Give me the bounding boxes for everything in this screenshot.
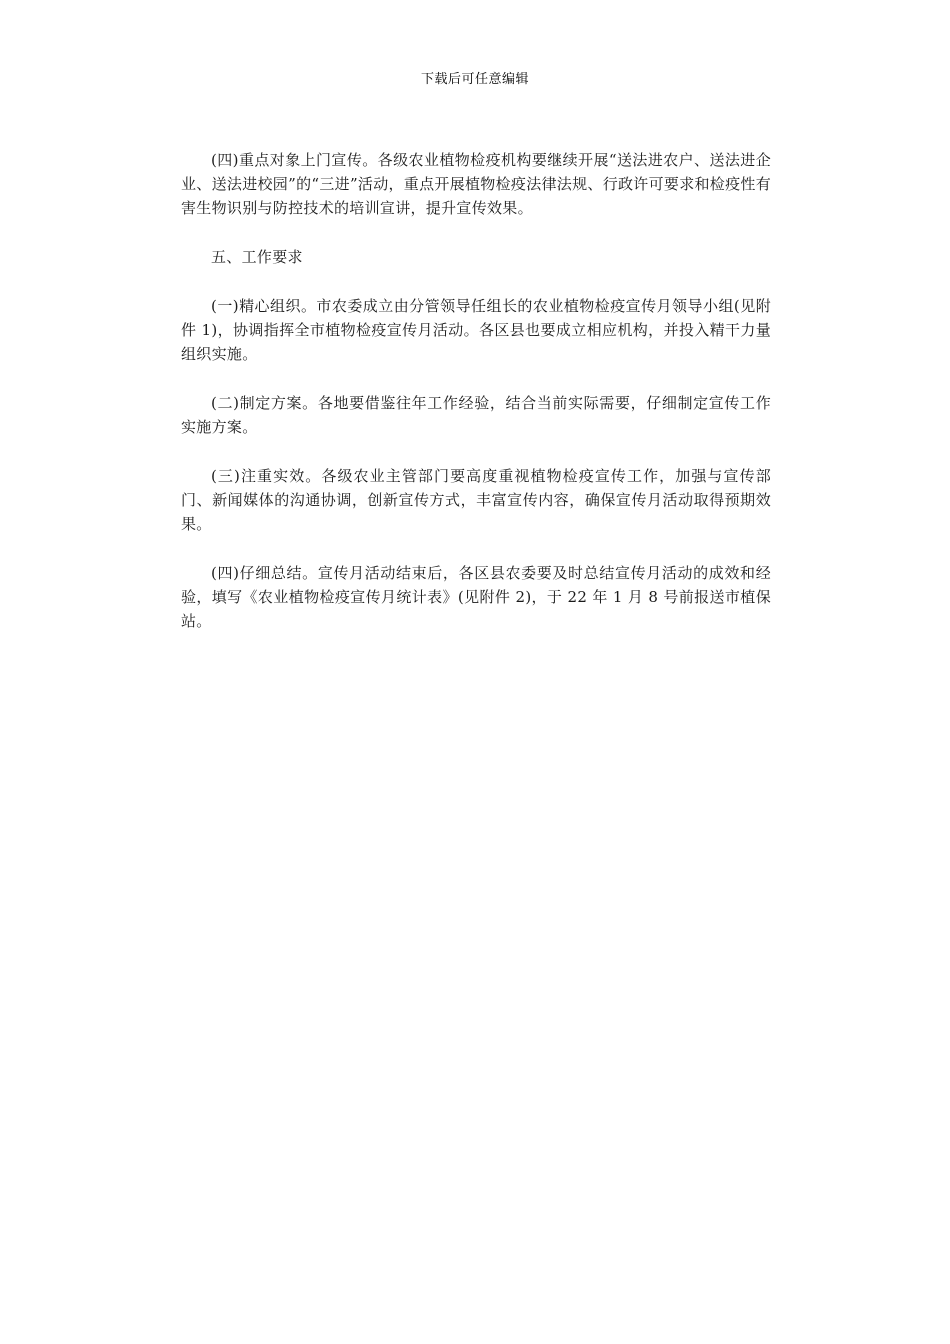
paragraph-summary: (四)仔细总结。宣传月活动结束后，各区县农委要及时总结宣传月活动的成效和经验，填写《农业植物检疫宣传月统计表》(见附件 2)，于 22 年 1 月 8 号前报送市植保站。 [181, 564, 771, 630]
paragraph-organization: (一)精心组织。市农委成立由分管领导任组长的农业植物检疫宣传月领导小组(见附件 1)，协调指挥全市植物检疫宣传月活动。各区县也要成立相应机构，并投入精干力量组织实施。 [181, 297, 771, 363]
paragraph-plan: (二)制定方案。各地要借鉴往年工作经验，结合当前实际需要，仔细制定宣传工作实施方案。 [181, 394, 771, 436]
section-heading-work-requirements: 五、工作要求 [211, 248, 303, 266]
header-note: 下载后可任意编辑 [420, 72, 529, 87]
paragraph-publicity-visits: (四)重点对象上门宣传。各级农业植物检疫机构要继续开展“送法进农户、送法进企业、送法进校园”的“三进”活动，重点开展植物检疫法律法规、行政许可要求和检疫性有害生物识别与防控技术的培训宣讲，提升宣传效果。 [181, 151, 772, 217]
paragraph-effectiveness: (三)注重实效。各级农业主管部门要高度重视植物检疫宣传工作，加强与宣传部门、新闻媒体的沟通协调，创新宣传方式，丰富宣传内容，确保宣传月活动取得预期效果。 [181, 467, 771, 533]
document-body [181, 148, 771, 658]
